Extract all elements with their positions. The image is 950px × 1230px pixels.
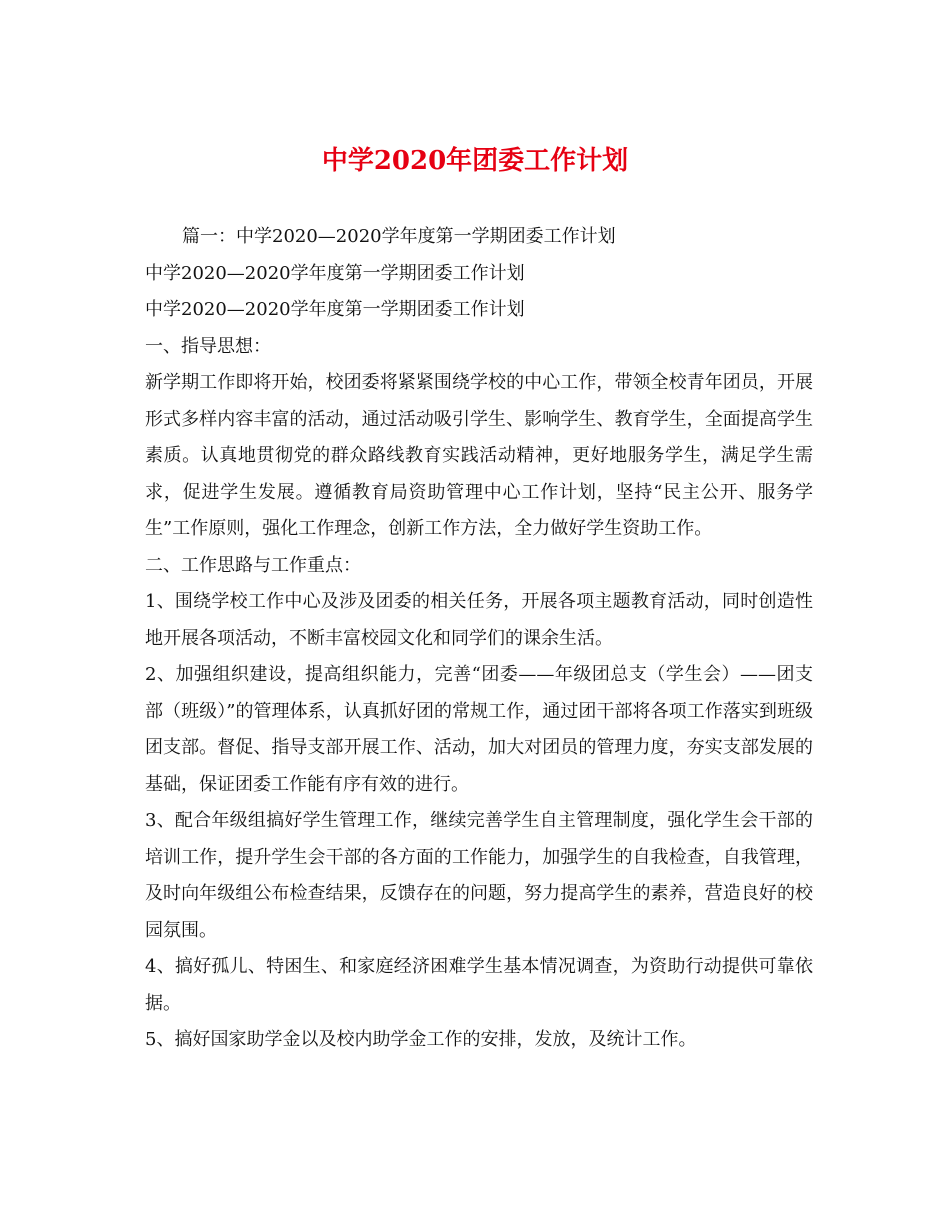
document-title: 中学2020年团委工作计划 (321, 146, 629, 176)
list-item-3: 3、配合年级组搞好学生管理工作，继续完善学生自主管理制度，强化学生会干部的培训工作，提升学生会干部的各方面的工作能力，加强学生的自我检查，自我管理，及时向年级组公布检查结果，反馈存在的问题，努力提高学生的素养，营造良好的校园氛围。 (145, 810, 813, 941)
paragraph-plan-title-repeat: 中学2020—2020学年度第一学期团委工作计划 (145, 299, 525, 320)
paragraph-plan-title: 中学2020—2020学年度第一学期团委工作计划 (145, 262, 525, 284)
list-item-1: 1、围绕学校工作中心及涉及团委的相关任务，开展各项主题教育活动，同时创造性地开展各项活动，不断丰富校园文化和同学们的课余生活。 (145, 591, 813, 649)
paragraph-article-heading: 篇一：中学2020—2020学年度第一学期团委工作计划 (182, 226, 616, 247)
list-item-4: 4、搞好孤儿、特困生、和家庭经济困难学生基本情况调查，为资助行动提供可靠依据。 (145, 956, 813, 1014)
paragraph-guiding-ideology: 新学期工作即将开始，校团委将紧紧围绕学校的中心工作，带领全校青年团员，开展形式多样内容丰富的活动，通过活动吸引学生、影响学生、教育学生，全面提高学生素质。认真地贯彻党的群众路线教育实践活动精神，更好地服务学生，满足学生需求，促进学生发展。遵循教育局资助管理中心工作计划，坚持“民主公开、服务学生”工作原则，强化工作理念，创新工作方法，全力做好学生资助工作。 (145, 372, 813, 539)
list-item-2: 2、加强组织建设，提高组织能力，完善“团委——年级团总支（学生会）——团支部（班级）”的管理体系，认真抓好团的常规工作，通过团干部将各项工作落实到班级团支部。督促、指导支部开展工作、活动，加大对团员的管理力度，夯实支部发展的基础，保证团委工作能有序有效的进行。 (145, 664, 813, 795)
document-body (145, 219, 813, 1059)
section-heading-work-focus: 二、工作思路与工作重点： (145, 554, 361, 576)
section-heading-guiding-ideology: 一、指导思想： (145, 335, 271, 357)
list-item-5: 5、搞好国家助学金以及校内助学金工作的安排，发放，及统计工作。 (145, 1029, 697, 1050)
